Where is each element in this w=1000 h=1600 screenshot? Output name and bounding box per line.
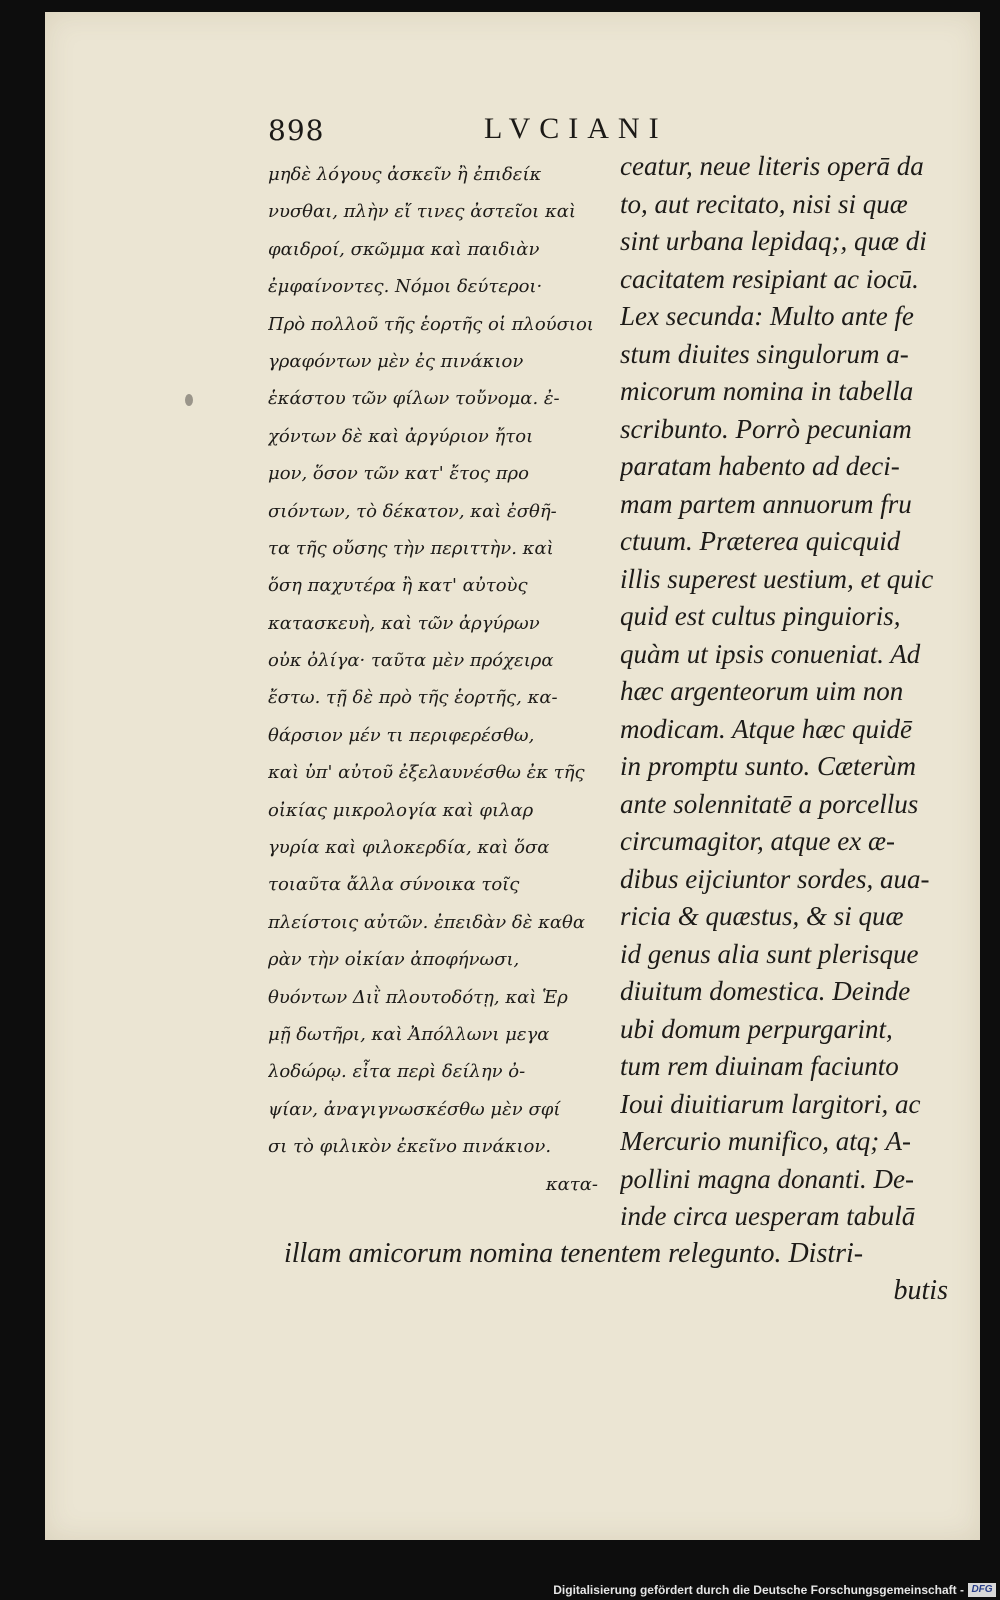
greek-text-line: μῇ δωτῆρι, καὶ Ἀπόλλωνι μεγα: [268, 1023, 550, 1045]
greek-text-line: μον, ὅσον τῶν κατ' ἔτος προ: [268, 463, 529, 485]
greek-text-line: καὶ ὑπ' αὐτοῦ ἐξελαυνέσθω ἐκ τῆς: [268, 762, 585, 784]
latin-text-line: ubi domum perpurgarint,: [620, 1013, 893, 1044]
latin-text-line: ricia & quæstus, & si quæ: [620, 901, 904, 931]
latin-text-line: id genus alia sunt plerisque: [620, 938, 919, 969]
latin-text-line: Lex secunda: Multo ante fe: [620, 301, 914, 331]
greek-text-line: ἑκάστου τῶν φίλων τοὔνομα. ἐ-: [268, 388, 560, 410]
latin-text-line: paratam habento ad deci-: [620, 451, 900, 481]
greek-text-line: ὅση παχυτέρα ἢ κατ' αὐτοὺς: [268, 575, 528, 597]
greek-text-line: σιόντων, τὸ δέκατον, καὶ ἐσθῆ-: [268, 500, 557, 522]
latin-text-line: quid est cultus pinguioris,: [620, 601, 901, 631]
latin-text-line: ctuum. Præterea quicquid: [620, 526, 901, 556]
digitization-credit: Digitalisierung gefördert durch die Deutsche Forschungsgemeinschaft -: [553, 1583, 964, 1597]
catchword: butis: [893, 1275, 948, 1306]
latin-text-line: circumagitor, atque ex æ-: [620, 826, 895, 856]
latin-text-line: Mercurio munifico, atq; A-: [620, 1126, 911, 1156]
latin-text-line: Ioui diuitiarum largitori, ac: [620, 1088, 921, 1119]
greek-text-line: γραφόντων μὲν ἐς πινάκιον: [268, 350, 524, 372]
greek-text-line: χόντων δὲ καὶ ἀργύριον ἤτοι: [268, 425, 534, 447]
greek-text-line: σι τὸ φιλικὸν ἐκεῖνο πινάκιον.: [268, 1136, 552, 1158]
latin-text-line: hæc argenteorum uim non: [620, 676, 904, 706]
greek-text-line: κατασκευὴ, καὶ τῶν ἀργύρων: [268, 612, 540, 634]
greek-text-line: πλείστοις αὐτῶν. ἐπειδὰν δὲ καθα: [268, 911, 586, 933]
latin-text-line: tum rem diuinam faciunto: [620, 1051, 899, 1081]
greek-text-line: τοιαῦτα ἄλλα σύνοικα τοῖς: [268, 874, 520, 896]
greek-text-line: ρὰν τὴν οἰκίαν ἀποφήνωσι,: [268, 949, 520, 971]
greek-text-line: θάρσιον μέν τι περιφερέσθω,: [268, 724, 535, 746]
greek-text-line: θυόντων Διῒ πλουτοδότῃ, καὶ Ἑρ: [268, 986, 568, 1008]
latin-text-line: ante solennitatē a porcellus: [620, 788, 919, 819]
latin-text-line: dibus eijciuntor sordes, aua-: [620, 863, 930, 894]
greek-text-line: ἔστω. τῇ δὲ πρὸ τῆς ἑορτῆς, κα-: [268, 687, 558, 709]
greek-text-line: ἐμφαίνοντες. Νόμοι δεύτεροι·: [268, 276, 543, 298]
dfg-logo: DFG: [968, 1583, 996, 1597]
latin-text-line: to, aut recitato, nisi si quæ: [620, 188, 908, 219]
latin-text-line: illis superest uestium, et quic: [620, 563, 934, 594]
running-title: LVCIANI: [484, 112, 668, 145]
greek-text-column: [268, 156, 598, 1203]
latin-text-line: stum diuites singulorum a-: [620, 338, 909, 369]
latin-text-line: scribunto. Porrò pecuniam: [620, 413, 912, 444]
greek-text-line: κατα-: [545, 1173, 598, 1195]
ink-smudge: [185, 394, 193, 406]
latin-text-line: pollini magna donanti. De-: [620, 1163, 914, 1194]
latin-text-line: sint urbana lepidaq;, quæ di: [620, 226, 927, 256]
greek-text-line: λοδώρῳ. εἶτα περὶ δείλην ὀ-: [268, 1061, 526, 1083]
greek-text-line: Πρὸ πολλοῦ τῆς ἑορτῆς οἱ πλούσιοι: [268, 313, 594, 335]
greek-text-line: τα τῆς οὔσης τὴν περιττὴν. καὶ: [268, 537, 554, 559]
latin-text-line: ceatur, neue literis operā da: [620, 151, 924, 181]
greek-text-line: ψίαν, ἀναγιγνωσκέσθω μὲν σφί: [268, 1098, 561, 1120]
latin-text-line: diuitum domestica. Deinde: [620, 976, 911, 1006]
latin-text-line: quàm ut ipsis conueniat. Ad: [620, 638, 921, 669]
latin-text-line: in promptu sunto. Cæterùm: [620, 751, 917, 781]
greek-text-line: μηδὲ λόγους ἀσκεῖν ἢ ἐπιδείκ: [268, 164, 542, 185]
page-number: 898: [268, 114, 325, 147]
latin-text-line: cacitatem resipiant ac iocū.: [620, 263, 919, 294]
latin-text-line: modicam. Atque hæc quidē: [620, 713, 912, 744]
latin-text-line: micorum nomina in tabella: [620, 376, 914, 406]
greek-text-line: φαιδροί, σκῶμμα καὶ παιδιὰν: [268, 238, 540, 260]
greek-text-line: οὐκ ὀλίγα· ταῦτα μὲν πρόχειρα: [268, 650, 554, 672]
greek-text-line: οἰκίας μικρολογία καὶ φιλαρ: [268, 799, 534, 821]
latin-text-column: [620, 148, 962, 1236]
latin-text-line: inde circa uesperam tabulā: [620, 1201, 916, 1231]
latin-text-line: mam partem annuorum fru: [620, 488, 912, 519]
greek-text-line: γυρία καὶ φιλοκερδία, καὶ ὅσα: [268, 837, 550, 859]
full-width-latin-line: illam amicorum nomina tenentem relegunto. Distri-: [284, 1238, 864, 1269]
greek-text-line: νυσθαι, πλὴν εἴ τινες ἀστεῖοι καὶ: [268, 201, 576, 223]
